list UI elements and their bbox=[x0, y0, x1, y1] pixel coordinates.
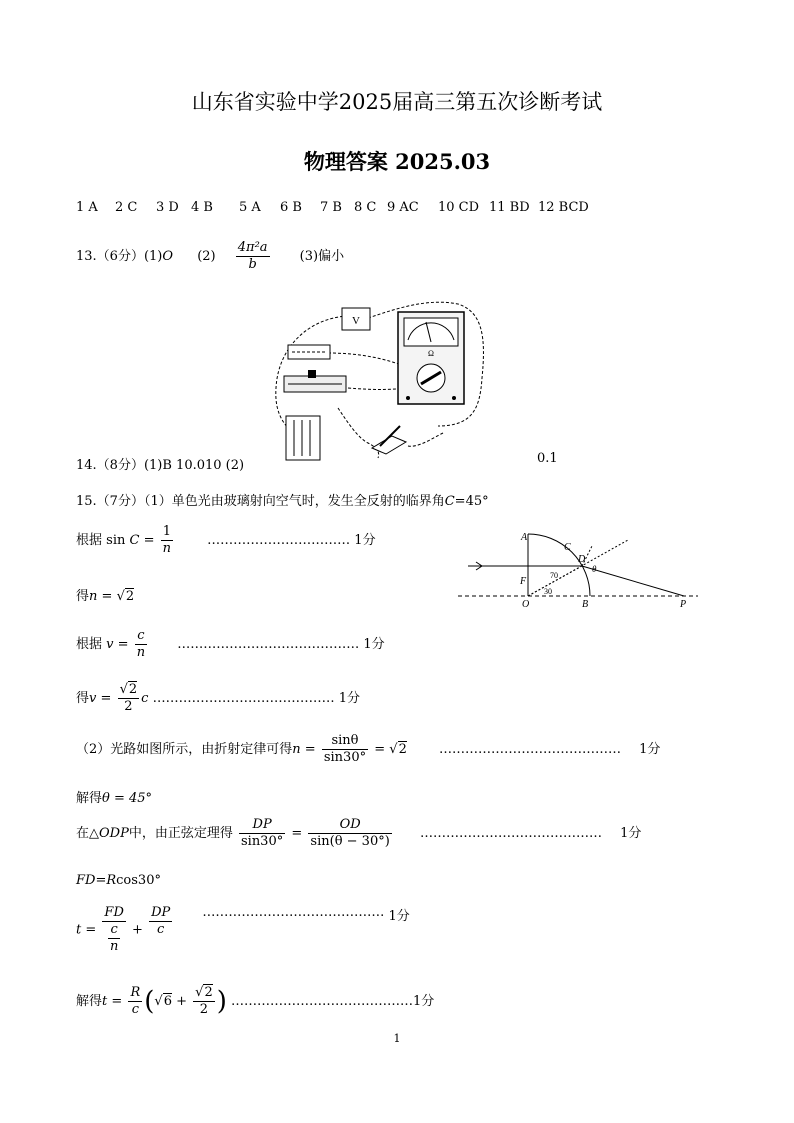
label-30: 30 bbox=[544, 587, 552, 596]
l9-frac2 bbox=[149, 905, 172, 938]
l9-inner-num: c bbox=[108, 922, 120, 939]
q15-line1 bbox=[76, 524, 376, 557]
q13-line bbox=[76, 240, 344, 274]
l4-dots: …………………………………… bbox=[152, 691, 335, 706]
l10-plus: + bbox=[176, 994, 188, 1009]
mc-answer-12: 12 BCD bbox=[538, 200, 589, 215]
l10-pre: 解得 bbox=[76, 994, 103, 1009]
l10-num2: 2 bbox=[204, 985, 213, 1000]
l5-eq2: = bbox=[374, 742, 386, 757]
l10-t: t bbox=[102, 994, 108, 1009]
l8-cos: cos30° bbox=[116, 873, 161, 888]
l3-score: 1分 bbox=[363, 637, 385, 652]
l4-eq: = bbox=[100, 691, 112, 706]
l10-sqrt-sign2: √ bbox=[195, 985, 204, 1000]
multimeter-unit: Ω bbox=[428, 349, 434, 358]
label-A: A bbox=[521, 532, 528, 543]
l10-score: 1分 bbox=[413, 994, 435, 1009]
l5-den: sin30° bbox=[323, 750, 367, 765]
l10-num: R bbox=[130, 985, 141, 1000]
l4-num: 2 bbox=[128, 682, 138, 697]
mc-answer-10: 10 CD bbox=[438, 200, 480, 215]
l5-sqrt-sign: √ bbox=[389, 742, 398, 757]
l1-dots: …………………………… bbox=[207, 533, 351, 548]
l8-eq: = bbox=[95, 873, 107, 888]
label-C: C bbox=[564, 542, 571, 553]
l2-pre: 得 bbox=[76, 589, 90, 604]
l1-sin: sin bbox=[106, 533, 126, 548]
l7-den1: sin30° bbox=[240, 834, 284, 849]
page-title: 山东省实验中学2025届高三第五次诊断考试 bbox=[191, 90, 603, 114]
l3-den: n bbox=[136, 645, 146, 660]
l3-v: v bbox=[106, 637, 114, 652]
l1-C: C bbox=[129, 533, 140, 548]
l2-n: n bbox=[89, 589, 98, 604]
l8-r: R bbox=[106, 873, 117, 888]
l10-eq: = bbox=[111, 994, 123, 1009]
l6-expr: θ = 45° bbox=[102, 791, 153, 806]
quarter-arc bbox=[528, 534, 590, 596]
q15-line7 bbox=[76, 817, 641, 850]
mc-answer-11: 11 BD bbox=[489, 200, 530, 215]
l9-inner-den: n bbox=[109, 939, 119, 954]
l8-fd: FD bbox=[76, 873, 96, 888]
l7-num1: DP bbox=[239, 817, 285, 834]
l7-dots: …………………………………… bbox=[419, 826, 602, 841]
mc-answer-4: 4 B bbox=[191, 200, 213, 215]
q14-right-value: 0.1 bbox=[537, 451, 558, 466]
q15-intro-text: 15.（7分）（1）单色光由玻璃射向空气时，发生全反射的临界角 bbox=[76, 494, 445, 509]
mc-answer-2: 2 C bbox=[115, 200, 138, 215]
l3-num: c bbox=[135, 628, 147, 645]
label-F: F bbox=[520, 576, 527, 587]
l4-score: 1分 bbox=[338, 691, 360, 706]
l5-pre: （2）光路如图所示，由折射定律可得 bbox=[76, 742, 293, 757]
l5-eq: = bbox=[304, 742, 316, 757]
l10-paren-close: ) bbox=[216, 986, 227, 1017]
mc-answer-8: 8 C bbox=[354, 200, 377, 215]
l9-dots: …………………………………… bbox=[202, 905, 385, 920]
l7-num2: OD bbox=[308, 817, 391, 834]
l7-mid: 中，由正弦定理得 bbox=[128, 826, 233, 841]
l7-den2: sin(θ − 30°) bbox=[310, 834, 390, 849]
l5-score: 1分 bbox=[639, 742, 661, 757]
l6-pre: 解得 bbox=[76, 791, 103, 806]
label-P: P bbox=[680, 599, 687, 610]
l4-sqrt-sign: √ bbox=[119, 682, 128, 697]
page-number: 1 bbox=[393, 1032, 401, 1045]
l1-den: n bbox=[162, 541, 172, 556]
l4-v: v bbox=[89, 691, 97, 706]
l10-sqrt-sign1: √ bbox=[154, 994, 163, 1009]
wire-switch bbox=[408, 433, 443, 446]
q15-line2 bbox=[76, 585, 134, 604]
switch bbox=[372, 436, 406, 454]
q15-line9 bbox=[76, 905, 410, 955]
l5-frac bbox=[322, 733, 368, 766]
mc-answer-5: 5 A bbox=[239, 200, 261, 215]
l9-inner-frac bbox=[108, 922, 120, 955]
q13-prefix: 13.（6分）(1) bbox=[76, 249, 163, 264]
l4-c: c bbox=[141, 691, 149, 706]
q13-fraction bbox=[236, 240, 270, 273]
l10-paren-open: ( bbox=[144, 986, 155, 1017]
l10-frac2 bbox=[193, 985, 215, 1018]
q15-line6 bbox=[76, 787, 152, 806]
l10-den: c bbox=[131, 1002, 139, 1017]
l10-den2: 2 bbox=[199, 1002, 209, 1017]
l1-frac bbox=[161, 524, 173, 557]
l2-sqrt-sign: √ bbox=[116, 589, 125, 604]
q15-intro bbox=[76, 490, 489, 509]
l7-score: 1分 bbox=[620, 826, 642, 841]
l5-radicand: 2 bbox=[398, 742, 407, 757]
l1-num: 1 bbox=[161, 524, 173, 541]
l1-pre: 根据 bbox=[76, 533, 103, 548]
l7-odp: ODP bbox=[99, 826, 129, 841]
q15-line5 bbox=[76, 733, 660, 766]
q13-ans1: O bbox=[162, 249, 174, 264]
q15-line3 bbox=[76, 628, 385, 661]
l5-dots: …………………………………… bbox=[439, 742, 621, 757]
circuit-diagram bbox=[268, 298, 490, 468]
q13-frac-num: 4π²a bbox=[237, 240, 268, 255]
l9-num1: FD bbox=[104, 905, 124, 920]
l2-eq: = bbox=[101, 589, 113, 604]
q14-line: 14.（8分）(1)B 10.010 (2) bbox=[76, 458, 245, 473]
label-O: O bbox=[522, 599, 530, 610]
optics-diagram bbox=[458, 528, 700, 612]
l9-den2: c bbox=[157, 922, 165, 937]
label-B: B bbox=[582, 599, 589, 610]
l7-eq: = bbox=[291, 826, 303, 841]
l3-dots: …………………………………… bbox=[177, 637, 360, 652]
mc-answer-3: 3 D bbox=[156, 200, 179, 215]
refracted-ray bbox=[582, 566, 684, 596]
battery bbox=[286, 416, 320, 460]
l9-num2: DP bbox=[151, 905, 171, 920]
label-D: D bbox=[578, 554, 586, 565]
mc-answer-6: 6 B bbox=[280, 200, 302, 215]
l3-frac bbox=[135, 628, 147, 661]
l10-dots: …………………………………… bbox=[231, 994, 414, 1009]
mc-answer-9: 9 AC bbox=[387, 200, 419, 215]
l9-plus: + bbox=[132, 922, 143, 938]
l9-score: 1分 bbox=[388, 909, 410, 924]
q13-part3: (3)偏小 bbox=[299, 249, 345, 264]
l4-den: 2 bbox=[124, 699, 133, 714]
q15-line4 bbox=[76, 682, 360, 715]
voltmeter-label: V bbox=[352, 315, 360, 327]
l3-pre: 根据 bbox=[76, 637, 103, 652]
wire-battery bbox=[338, 408, 379, 458]
mc-answer-7: 7 B bbox=[320, 200, 342, 215]
l7-pre: 在△ bbox=[76, 826, 99, 841]
q13-part2: (2) bbox=[197, 249, 216, 264]
page-subtitle: 物理答案 2025.03 bbox=[303, 149, 491, 174]
l3-eq: = bbox=[117, 637, 129, 652]
l10-rad1: 6 bbox=[163, 994, 172, 1009]
q15-line10 bbox=[76, 985, 434, 1018]
l7-frac1 bbox=[239, 817, 285, 850]
q15-intro-c: C bbox=[444, 494, 455, 509]
l10-frac bbox=[128, 985, 142, 1018]
label-theta: θ bbox=[592, 564, 597, 574]
l1-score: 1分 bbox=[354, 533, 376, 548]
q15-line8 bbox=[76, 873, 161, 888]
l5-num: sinθ bbox=[322, 733, 368, 750]
label-70: 70 bbox=[550, 571, 558, 580]
l9-eq: = bbox=[85, 922, 97, 938]
q15-intro-angle: =45° bbox=[454, 494, 489, 509]
q13-frac-den: b bbox=[248, 257, 257, 272]
l1-eq: = bbox=[143, 533, 155, 548]
l4-frac bbox=[118, 682, 140, 715]
l4-pre: 得 bbox=[76, 691, 90, 706]
mc-answer-1: 1 A bbox=[76, 200, 98, 215]
l9-t: t bbox=[76, 922, 82, 938]
l2-radicand: 2 bbox=[125, 589, 135, 604]
l7-frac2 bbox=[308, 817, 391, 850]
l9-frac1 bbox=[102, 905, 125, 955]
l5-n: n bbox=[292, 742, 301, 757]
